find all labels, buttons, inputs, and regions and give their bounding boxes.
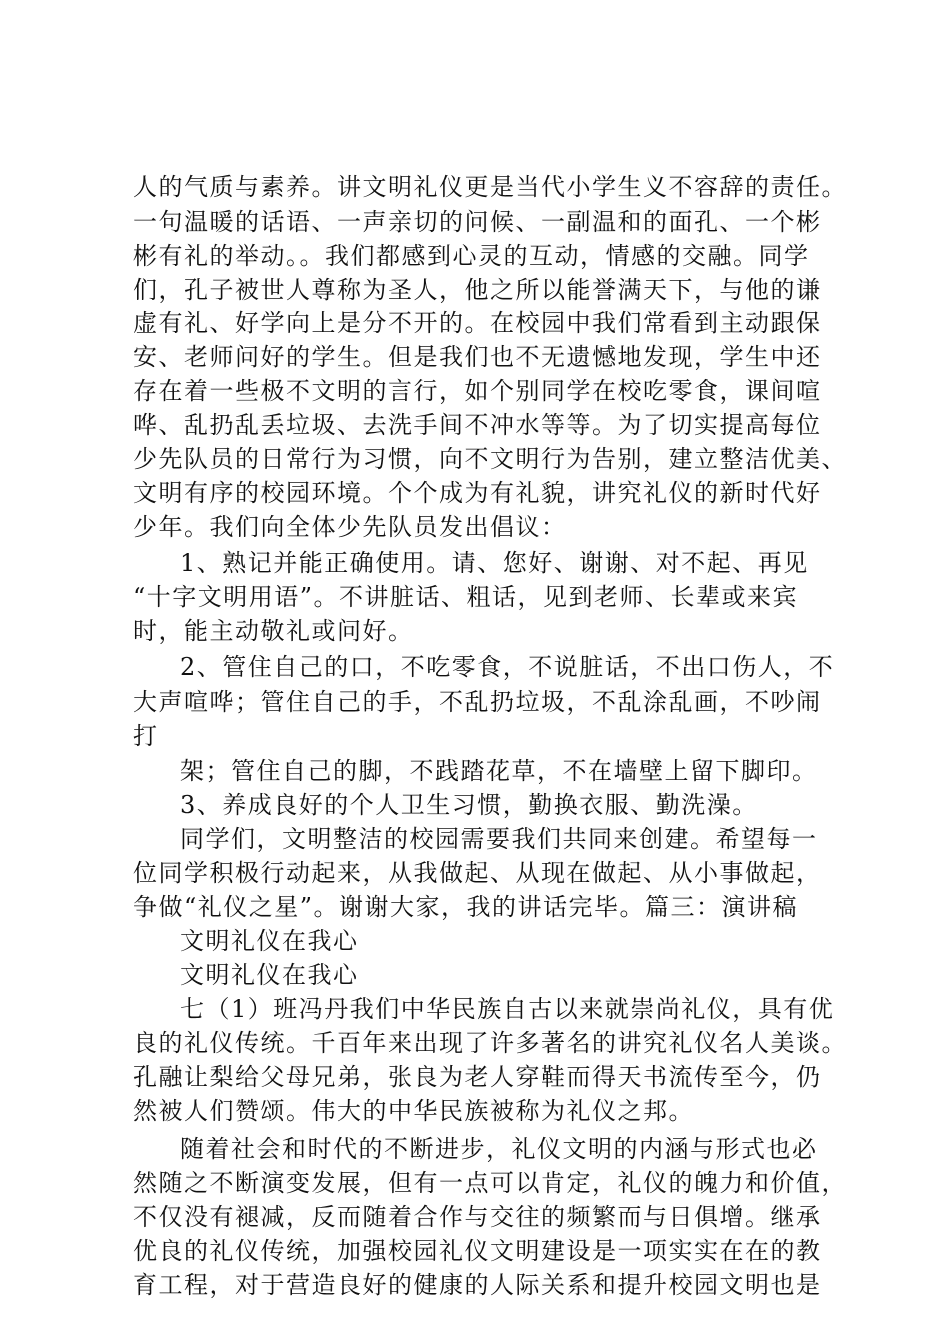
text-line: 文明有序的校园环境。个个成为有礼貌，讲究礼仪的新时代好 — [133, 479, 822, 507]
text-line: 育工程，对于营造良好的健康的人际关系和提升校园文明也是 — [133, 1271, 822, 1299]
text-line: 们，孔子被世人尊称为圣人，他之所以能誉满天下，与他的谦 — [133, 276, 822, 304]
text-line: 孔融让梨给父母兄弟，张良为老人穿鞋而得天书流传至今，仍 — [133, 1063, 822, 1091]
text-line: 虚有礼、好学向上是分不开的。在校园中我们常看到主动跟保 — [133, 309, 822, 337]
text-line: 随着社会和时代的不断进步，礼仪文明的内涵与形式也必 — [180, 1135, 818, 1163]
text-line: 安、老师问好的学生。但是我们也不无遗憾地发现，学生中还 — [133, 343, 822, 371]
text-line: 文明礼仪在我心 — [180, 927, 359, 955]
text-line: 彬有礼的举动。。我们都感到心灵的互动，情感的交融。同学 — [133, 242, 810, 270]
text-line: 架；管住自己的脚，不践踏花草，不在墙壁上留下脚印。 — [180, 757, 818, 785]
text-line: “十字文明用语”。不讲脏话、粗话，见到老师、长辈或来宾 — [133, 583, 799, 611]
text-line: 时，能主动敬礼或问好。 — [133, 617, 414, 645]
text-line: 争做“礼仪之星”。谢谢大家，我的讲话完毕。篇三：演讲稿 — [133, 893, 799, 921]
text-line: 位同学积极行动起来，从我做起、从现在做起、从小事做起， — [133, 859, 822, 887]
text-line: 一句温暖的话语、一声亲切的问候、一副温和的面孔、一个彬 — [133, 208, 822, 236]
text-line: 同学们，文明整洁的校园需要我们共同来创建。希望每一 — [180, 825, 818, 853]
text-line: 少先队员的日常行为习惯，向不文明行为告别，建立整洁优美、 — [133, 445, 847, 473]
text-line: 良的礼仪传统。千百年来出现了许多著名的讲究礼仪名人美谈。 — [133, 1029, 847, 1057]
text-line: 1、熟记并能正确使用。请、您好、谢谢、对不起、再见 — [180, 549, 809, 577]
text-line: 大声喧哗；管住自己的手，不乱扔垃圾，不乱涂乱画，不吵闹 — [133, 688, 822, 716]
text-line: 打 — [133, 722, 159, 750]
text-line: 然被人们赞颂。伟大的中华民族被称为礼仪之邦。 — [133, 1097, 694, 1125]
text-line: 3、养成良好的个人卫生习惯，勤换衣服、勤洗澡。 — [180, 791, 758, 819]
text-line: 不仅没有褪减，反而随着合作与交往的频繁而与日俱增。继承 — [133, 1203, 822, 1231]
text-line: 然随之不断演变发展，但有一点可以肯定，礼仪的魄力和价值， — [133, 1169, 847, 1197]
text-line: 优良的礼仪传统，加强校园礼仪文明建设是一项实实在在的教 — [133, 1237, 822, 1265]
text-line: 哗、乱扔乱丢垃圾、去洗手间不冲水等等。为了切实提高每位 — [133, 411, 822, 439]
text-line: 2、管住自己的口，不吃零食，不说脏话，不出口伤人，不 — [180, 653, 835, 681]
text-line: 存在着一些极不文明的言行，如个别同学在校吃零食，课间喧 — [133, 377, 822, 405]
text-line: 人的气质与素养。讲文明礼仪更是当代小学生义不容辞的责任。 — [133, 173, 847, 201]
text-line: 少年。我们向全体少先队员发出倡议： — [133, 513, 567, 541]
text-line: 七（1）班冯丹我们中华民族自古以来就崇尚礼仪，具有优 — [180, 995, 835, 1023]
text-line: 文明礼仪在我心 — [180, 961, 359, 989]
